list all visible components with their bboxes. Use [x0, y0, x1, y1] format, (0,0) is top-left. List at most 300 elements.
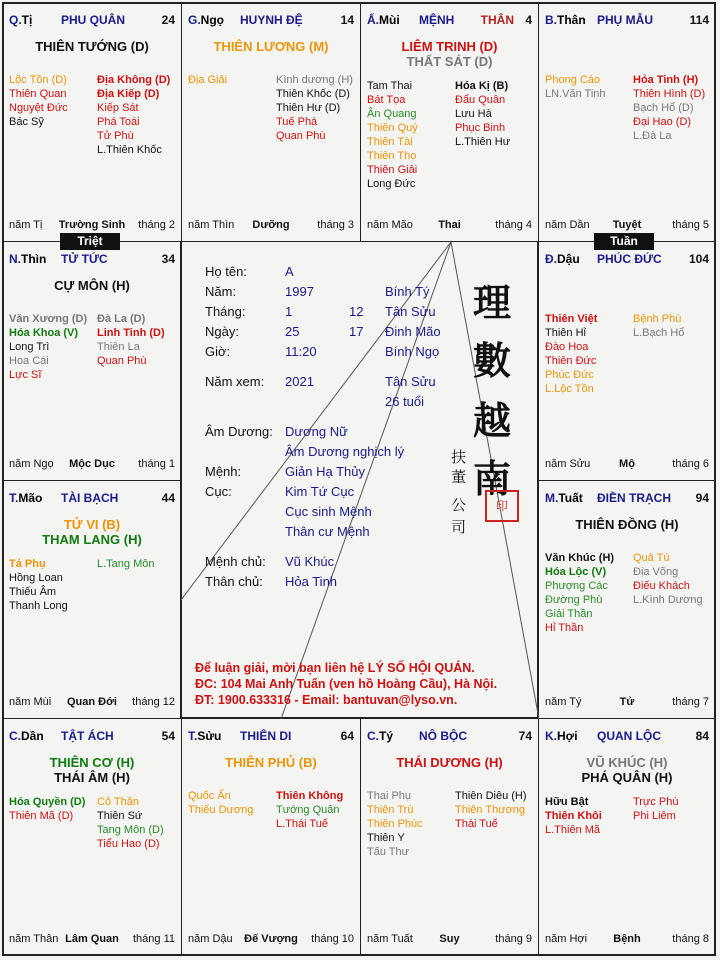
main-star: THIÊN ĐỒNG (H): [575, 517, 679, 532]
star-item: Thiên Thọ: [367, 150, 417, 162]
palace-mao: [2, 480, 182, 719]
palace-name: ĐIỀN TRẠCH: [597, 491, 671, 505]
star-item: Bát Tọa: [367, 94, 406, 106]
palace-ti: [2, 2, 182, 242]
star-item: L.Thiên Hư: [455, 136, 511, 148]
contact-block: [195, 660, 497, 708]
palace-chi: Sửu: [197, 729, 222, 743]
palace-chi: Dậu: [557, 252, 580, 266]
nam-xem-can-chi: Tân Sửu: [385, 374, 436, 389]
right-stars: [97, 312, 165, 368]
star-item: Thiên Tài: [367, 136, 413, 148]
palace-name: QUAN LỘC: [597, 729, 661, 743]
palace-dau: [538, 241, 716, 481]
palace-ty: [360, 718, 539, 956]
star-item: Thiên Khôi: [545, 810, 602, 822]
star-item: Bác Sỹ: [9, 116, 44, 128]
palace-chi: Tý: [379, 729, 394, 743]
star-item: Thiên Thương: [455, 804, 526, 816]
palace-footer: [545, 696, 709, 710]
palace-branch: [545, 729, 578, 743]
calligraphy-char-4: 南: [473, 456, 512, 501]
main-star: THIÊN TƯỚNG (D): [35, 39, 149, 54]
footer-year: năm Dậu: [188, 933, 233, 945]
star-item: Đường Phù: [545, 594, 603, 606]
menh-chu-label: Mệnh chủ:: [205, 554, 266, 569]
palace-header: [367, 13, 532, 29]
star-item: Thiên Phúc: [367, 818, 423, 830]
footer-cycle: Quan Đới: [67, 696, 117, 708]
ngay-label: Ngày:: [205, 324, 239, 339]
star-item: Trực Phù: [633, 796, 679, 808]
palace-footer: [9, 458, 175, 472]
star-item: Tuế Phá: [276, 116, 318, 128]
right-stars: [276, 789, 343, 831]
palace-can: T.: [188, 729, 198, 743]
palace-chi: Thìn: [21, 252, 47, 266]
star-item: Lộc Tồn (D): [9, 74, 67, 86]
footer-cycle: Đế Vượng: [244, 933, 298, 945]
footer-month: tháng 4: [495, 219, 532, 231]
cuc-value3: Thân cư Mệnh: [285, 524, 370, 539]
palace-can: C.: [367, 729, 379, 743]
palace-header: [367, 729, 532, 745]
am-duong-label: Âm Dương:: [205, 424, 273, 439]
than-chu-value: Hỏa Tinh: [285, 574, 338, 589]
left-stars: [188, 73, 227, 87]
star-item: Văn Khúc (H): [545, 552, 615, 564]
star-item: Bạch Hổ (D): [633, 102, 694, 114]
star-item: Quan Phù: [276, 130, 326, 142]
palace-header: [545, 13, 709, 29]
palace-can: B.: [545, 13, 557, 27]
star-item: Phi Liêm: [633, 810, 676, 822]
star-item: Thiên Giải: [367, 164, 418, 176]
palace-age: 14: [340, 13, 354, 27]
center-info-panel: [180, 241, 538, 718]
palace-chi: Tuất: [558, 491, 583, 505]
palace-age: 74: [518, 729, 532, 743]
palace-chi: Mùi: [379, 13, 400, 27]
star-item: Hóa Quyền (D): [9, 796, 86, 808]
star-item: Thiên Trù: [367, 804, 414, 816]
ngay-value: 25: [285, 324, 300, 339]
star-item: Phá Toái: [97, 116, 140, 128]
star-item: Thiên La: [97, 341, 140, 353]
ngay-alt: 17: [349, 324, 364, 339]
palace-can: N.: [9, 252, 21, 266]
star-item: Hỏa Tinh (H): [633, 74, 699, 86]
footer-cycle: Suy: [439, 933, 460, 945]
palace-chi: Hợi: [557, 729, 578, 743]
gio-can-chi: Bính Ngọ: [385, 344, 440, 359]
star-item: Hồng Loan: [9, 572, 63, 584]
right-stars: [455, 789, 527, 831]
footer-month: tháng 11: [132, 933, 175, 945]
left-stars: [367, 79, 418, 191]
left-stars: [9, 73, 68, 129]
star-item: Thiên Khốc (D): [276, 88, 350, 100]
footer-year: năm Sửu: [545, 458, 591, 470]
palace-can: C.: [9, 729, 21, 743]
star-item: Thiên Không: [276, 790, 344, 802]
palace-name: PHỤ MẪU: [597, 13, 653, 27]
nam-value: 1997: [285, 284, 314, 299]
cuc-label: Cục:: [205, 484, 232, 499]
star-item: Phúc Đức: [545, 369, 594, 381]
star-item: Văn Xương (D): [9, 313, 88, 325]
star-item: Thiên Sứ: [97, 810, 143, 822]
star-item: Tang Môn (D): [97, 824, 164, 836]
footer-year: năm Tị: [9, 219, 43, 231]
right-stars: [276, 73, 353, 143]
palace-age: 24: [161, 13, 175, 27]
cuc-value: Kim Tứ Cục: [285, 484, 355, 499]
palace-footer: [367, 933, 532, 947]
star-item: Thanh Long: [9, 600, 68, 612]
right-stars: [97, 557, 154, 571]
palace-than: [538, 2, 716, 242]
star-item: Điếu Khách: [633, 580, 690, 592]
footer-year: năm Hợi: [545, 933, 588, 945]
palace-branch: [9, 13, 32, 27]
palace-thin: [2, 241, 182, 481]
footer-cycle: Trường Sinh: [58, 219, 126, 231]
gio-label: Giờ:: [205, 344, 231, 359]
star-item: Bệnh Phù: [633, 313, 682, 325]
footer-year: năm Ngọ: [9, 458, 54, 470]
right-stars: [633, 795, 678, 823]
calligraphy-small-3: 公: [451, 496, 467, 514]
star-item: Địa Giải: [188, 74, 228, 86]
am-duong-value2: Âm Dương nghịch lý: [285, 444, 405, 459]
palace-can: K.: [545, 729, 557, 743]
star-item: L.Thiên Mã: [545, 824, 601, 836]
star-item: L.Đà La: [633, 130, 672, 142]
star-item: Long Đức: [367, 178, 416, 190]
star-item: Phong Cáo: [545, 74, 601, 86]
palace-header: [545, 491, 709, 507]
star-item: L.Lộc Tồn: [545, 383, 594, 395]
palace-can: Đ.: [545, 252, 557, 266]
palace-header: [9, 491, 175, 507]
palace-branch: [367, 13, 400, 27]
palace-footer: [545, 458, 709, 472]
left-stars: [188, 789, 253, 817]
star-item: Thiên Quan: [9, 88, 67, 100]
calligraphy-char-3: 越: [473, 398, 512, 443]
star-item: Tả Phụ: [9, 558, 46, 570]
star-item: Ân Quang: [367, 108, 417, 120]
left-stars: [9, 312, 87, 382]
left-stars: [545, 312, 597, 396]
footer-cycle: Thai: [438, 219, 461, 231]
star-item: LN.Văn Tinh: [545, 88, 606, 100]
star-item: Thiên Quý: [367, 122, 418, 134]
star-item: L.Kình Dương: [633, 594, 703, 606]
palace-branch: [367, 729, 393, 743]
main-star: THÁI DƯƠNG (H): [396, 755, 503, 770]
star-item: Tam Thai: [367, 80, 413, 92]
footer-month: tháng 1: [138, 458, 175, 470]
right-stars: [97, 73, 170, 157]
main-star: LIÊM TRINH (D): [401, 39, 498, 54]
am-duong-value: Dương Nữ: [285, 424, 348, 439]
main-star: THAM LANG (H): [42, 532, 142, 547]
main-star: PHÁ QUÂN (H): [581, 770, 673, 785]
footer-year: năm Tý: [545, 696, 582, 708]
palace-branch: [9, 252, 46, 266]
palace-chi: Mão: [18, 491, 43, 505]
footer-year: năm Dần: [545, 219, 590, 231]
star-item: Hoa Cái: [9, 355, 49, 367]
star-item: Thiếu Âm: [9, 586, 57, 598]
than-marker: THÂN: [480, 13, 514, 27]
palace-hoi: [538, 718, 716, 956]
palace-footer: [367, 219, 532, 233]
palace-can: G.: [188, 13, 201, 27]
palace-footer: [188, 219, 354, 233]
star-item: Lực Sĩ: [9, 369, 42, 381]
than-chu-label: Thân chủ:: [205, 574, 263, 589]
star-item: Thiên Diêu (H): [455, 790, 527, 802]
star-item: Hóa Khoa (V): [9, 327, 79, 339]
ho-ten-label: Họ tên:: [205, 264, 247, 279]
nam-can-chi: Bính Tý: [385, 284, 430, 299]
star-item: Địa Võng: [633, 566, 679, 578]
star-item: L.Thiên Khốc: [97, 144, 162, 156]
palace-name: MỆNH: [419, 13, 455, 27]
footer-year: năm Mão: [367, 219, 413, 231]
star-item: Đà La (D): [97, 313, 146, 325]
palace-footer: [545, 933, 709, 947]
footer-cycle: Tử: [619, 696, 635, 708]
footer-month: tháng 10: [311, 933, 354, 945]
star-item: Thiếu Dương: [188, 804, 254, 816]
palace-can: T.: [9, 491, 19, 505]
palace-header: [9, 13, 175, 29]
footer-cycle: Lâm Quan: [65, 933, 119, 945]
main-star: TỬ VI (B): [63, 517, 121, 532]
nam-label: Năm:: [205, 284, 237, 299]
star-item: Long Trì: [9, 341, 50, 353]
palace-ngo: [181, 2, 361, 242]
palace-name: PHU QUÂN: [61, 13, 126, 27]
star-item: Hữu Bật: [545, 796, 589, 808]
star-item: Quả Tú: [633, 552, 670, 564]
star-item: Quan Phù: [97, 355, 147, 367]
main-star: THIÊN CƠ (H): [49, 755, 135, 770]
footer-month: tháng 9: [495, 933, 532, 945]
triet-tag: Triệt: [60, 233, 120, 250]
palace-header: [188, 13, 354, 29]
star-item: L.Tang Môn: [97, 558, 155, 570]
menh-value: Giản Hạ Thủy: [285, 464, 365, 479]
footer-year: năm Thân: [9, 933, 59, 945]
right-stars: [455, 79, 510, 149]
menh-chu-value: Vũ Khúc: [285, 554, 335, 569]
star-item: Đào Hoa: [545, 341, 589, 353]
palace-age: 114: [689, 13, 709, 27]
footer-month: tháng 6: [672, 458, 709, 470]
palace-dan: [2, 718, 182, 956]
main-star: THIÊN LƯƠNG (M): [213, 39, 329, 54]
right-stars: [633, 312, 684, 340]
palace-can: M.: [545, 491, 559, 505]
footer-cycle: Mộc Dục: [69, 458, 115, 470]
star-item: Hỉ Thần: [545, 622, 584, 634]
footer-month: tháng 2: [138, 219, 175, 231]
palace-name: TẬT ÁCH: [61, 729, 114, 743]
star-item: Tấu Thư: [367, 846, 410, 858]
left-stars: [9, 557, 68, 613]
star-item: L.Thái Tuế: [276, 818, 328, 830]
footer-cycle: Tuyệt: [612, 219, 642, 231]
main-star: THIÊN PHỦ (B): [225, 755, 317, 770]
left-stars: [545, 551, 614, 635]
footer-cycle: Mộ: [619, 458, 635, 470]
left-stars: [545, 795, 602, 837]
palace-suu: [181, 718, 361, 956]
star-item: Thiên Đức: [545, 355, 597, 367]
right-stars: [633, 551, 703, 607]
star-item: Tướng Quân: [276, 804, 340, 816]
thang-label: Tháng:: [205, 304, 246, 319]
palace-can: Ấ.: [367, 13, 379, 27]
star-item: Thiên Y: [367, 832, 405, 844]
footer-month: tháng 5: [672, 219, 709, 231]
palace-branch: [9, 491, 42, 505]
palace-header: [9, 252, 175, 268]
palace-header: [545, 252, 709, 268]
thang-value: 1: [285, 304, 293, 319]
star-item: Đại Hao (D): [633, 116, 692, 128]
palace-age: 54: [161, 729, 175, 743]
palace-age: 94: [695, 491, 709, 505]
palace-header: [188, 729, 354, 745]
star-item: Địa Không (D): [97, 74, 171, 86]
thang-alt: 12: [349, 304, 364, 319]
red-seal-stamp: 印: [485, 490, 519, 522]
palace-can: Q.: [9, 13, 22, 27]
calligraphy-small-4: 司: [451, 518, 467, 536]
star-item: Phượng Các: [545, 580, 608, 592]
main-star: CỰ MÔN (H): [54, 278, 130, 293]
calligraphy-small-2: 董: [451, 468, 467, 486]
calligraphy-char-2: 數: [473, 338, 512, 383]
nam-xem-value: 2021: [285, 374, 314, 389]
palace-branch: [188, 729, 221, 743]
palace-branch: [545, 491, 583, 505]
gio-value: 11:20: [285, 344, 317, 359]
main-star: VŨ KHÚC (H): [586, 755, 668, 770]
calligraphy-small-1: 扶: [451, 448, 467, 466]
star-item: Thiên Hỉ: [545, 327, 586, 339]
star-item: Tiểu Hao (D): [97, 838, 160, 850]
palace-age: 64: [340, 729, 354, 743]
palace-footer: [545, 219, 709, 233]
left-stars: [545, 73, 606, 101]
star-item: Hóa Kị (B): [455, 80, 509, 92]
star-item: Thiên Hình (D): [633, 88, 706, 100]
star-item: Đẩu Quân: [455, 94, 506, 106]
footer-cycle: Dưỡng: [252, 219, 290, 231]
palace-age: 104: [688, 252, 709, 266]
palace-age: 34: [161, 252, 175, 266]
palace-name: TỬ TỨC: [61, 252, 108, 266]
left-stars: [9, 795, 85, 823]
palace-branch: [545, 13, 586, 27]
palace-branch: [188, 13, 224, 27]
palace-header: [9, 729, 175, 745]
right-stars: [97, 795, 164, 851]
palace-name: THIÊN DI: [240, 729, 292, 743]
palace-name: HUYNH ĐỆ: [240, 13, 303, 27]
star-item: Địa Kiếp (D): [97, 88, 160, 100]
ngay-can-chi: Đinh Mão: [385, 324, 441, 339]
nam-xem-label: Năm xem:: [205, 374, 265, 389]
star-item: Hóa Lộc (V): [545, 566, 607, 578]
thang-can-chi: Tân Sửu: [385, 304, 436, 319]
star-item: Nguyệt Đức: [9, 102, 68, 114]
palace-footer: [188, 933, 354, 947]
calligraphy-char-1: 理: [473, 280, 512, 325]
star-item: Kình dương (H): [276, 74, 353, 86]
palace-name: PHÚC ĐỨC: [597, 252, 662, 266]
left-stars: [367, 789, 423, 859]
footer-month: tháng 7: [672, 696, 709, 708]
palace-footer: [9, 219, 175, 233]
star-item: Tử Phù: [97, 130, 134, 142]
right-stars: [633, 73, 705, 143]
star-item: Linh Tinh (D): [97, 327, 165, 339]
tuan-tag: Tuần: [594, 233, 654, 250]
footer-month: tháng 3: [317, 219, 354, 231]
palace-footer: [9, 696, 175, 710]
palace-header: [545, 729, 709, 745]
star-item: Quốc Ấn: [188, 790, 231, 802]
star-item: Thai Phụ: [367, 790, 412, 802]
menh-label: Mệnh:: [205, 464, 242, 479]
palace-name: TÀI BẠCH: [61, 491, 119, 505]
palace-age: 84: [695, 729, 709, 743]
star-item: Thiên Mã (D): [9, 810, 74, 822]
star-item: Kiếp Sát: [97, 102, 139, 114]
palace-age: 44: [161, 491, 175, 505]
star-item: Thái Tuế: [455, 818, 498, 830]
footer-cycle: Bệnh: [613, 933, 641, 945]
palace-branch: [545, 252, 580, 266]
star-item: Thiên Hư (D): [276, 102, 341, 114]
main-star: THẤT SÁT (D): [406, 54, 493, 69]
palace-age: 4: [525, 13, 532, 27]
star-item: L.Bạch Hổ: [633, 327, 685, 339]
footer-year: năm Tuất: [367, 933, 413, 945]
star-item: Phục Binh: [455, 122, 506, 134]
contact-line-2: ĐC: 104 Mai Anh Tuấn (ven hồ Hoàng Cầu), Hà Nội.: [195, 677, 498, 691]
footer-month: tháng 8: [672, 933, 709, 945]
footer-year: năm Thìn: [188, 219, 235, 231]
footer-month: tháng 12: [132, 696, 175, 708]
star-item: Thiên Việt: [545, 313, 598, 325]
palace-chi: Tị: [21, 13, 33, 27]
cuc-value2: Cục sinh Mệnh: [285, 504, 372, 519]
star-item: Cô Thần: [97, 796, 139, 808]
palace-chi: Ngọ: [200, 13, 224, 27]
star-item: Lưu Hà: [455, 108, 492, 120]
palace-chi: Dần: [21, 729, 44, 743]
contact-line-1: Để luận giải, mời bạn liên hệ LÝ SỐ HỘI QUÁN.: [195, 661, 475, 675]
